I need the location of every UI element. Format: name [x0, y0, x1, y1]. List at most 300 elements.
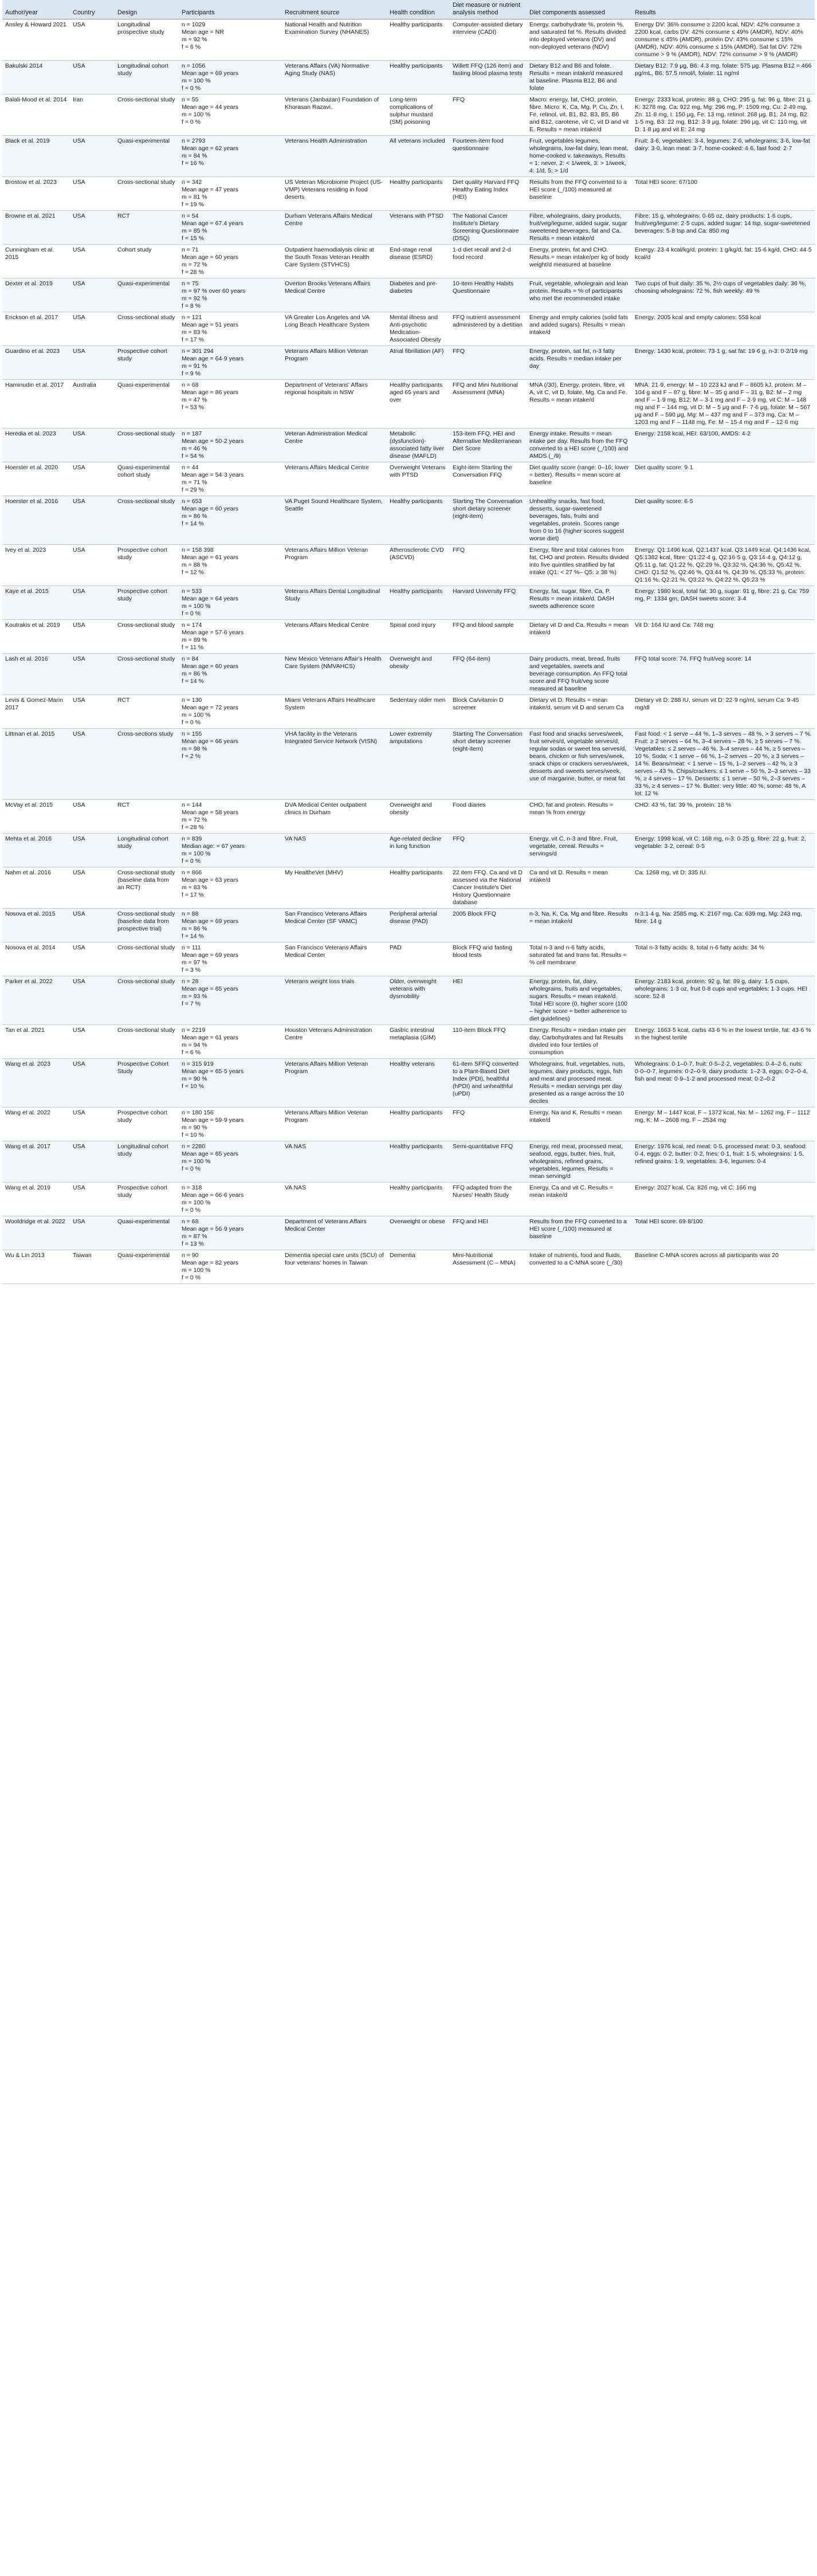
cell-results: Dietary B12: 7.9 μg, B6: 4.3 mg, folate: 575 μg. Plasma B12 = 466 pg/mL, B6: 57.5 nmol/l, folate: 11 ng/ml: [632, 61, 815, 95]
cell-country: USA: [70, 586, 115, 620]
cell-participants: n = 2280 Mean age = 65 years m = 100 % f = 0 %: [179, 1141, 282, 1183]
cell-health-condition: Healthy participants aged 65 years and over: [387, 380, 450, 429]
cell-country: USA: [70, 312, 115, 346]
cell-design: Cross-sectional study: [115, 177, 179, 211]
cell-participants: n = 318 Mean age = 66·6 years m = 100 % f = 0 %: [179, 1183, 282, 1216]
cell-participants: n = 28 Mean age = 65 years m = 93 % f = 7 %: [179, 976, 282, 1025]
cell-health-condition: Overweight or obese: [387, 1216, 450, 1250]
cell-health-condition: Lower extremity amputations: [387, 729, 450, 800]
table-row: [2, 545, 815, 586]
table-row: [2, 620, 815, 654]
cell-diet-components: Dietary vit D and Ca. Results = mean intake/d: [527, 620, 632, 654]
cell-recruitment-source: My HealtheVet (MHV): [282, 867, 387, 909]
table-row: [2, 909, 815, 943]
cell-country: USA: [70, 61, 115, 95]
cell-participants: n = 75 m = 97 % over 60 years m = 92 % f = 8 %: [179, 278, 282, 312]
cell-author-year: Dexter et al. 2019: [2, 278, 70, 312]
cell-country: USA: [70, 834, 115, 867]
cell-diet-components: Intake of nutrients, food and fluids, converted to a C-MNA score (_/30): [527, 1250, 632, 1284]
cell-design: Quasi-experimental cohort study: [115, 462, 179, 496]
cell-country: USA: [70, 1183, 115, 1216]
cell-participants: n = 144 Mean age = 58 years m = 72 % f = 28 %: [179, 800, 282, 834]
header-results: Results: [632, 0, 815, 19]
cell-recruitment-source: National Health and Nutrition Examination Survey (NHANES): [282, 19, 387, 61]
cell-diet-components: Fibre, wholegrains, dairy products, fruit/veg/legume, added sugar, sugar sweetened beverages, fat and Ca. Results = mean intake/d: [527, 211, 632, 245]
cell-participants: n = 180 156 Mean age = 59·9 years m = 90 % f = 10 %: [179, 1108, 282, 1141]
cell-country: USA: [70, 867, 115, 909]
cell-results: Total HEI score: 69·8/100: [632, 1216, 815, 1250]
cell-health-condition: Overweight Veterans with PTSD: [387, 462, 450, 496]
cell-health-condition: Veterans with PTSD: [387, 211, 450, 245]
cell-design: Cohort study: [115, 245, 179, 278]
cell-results: Energy: 1976 kcal, red meat: 0·5, processed meat: 0·3, seafood: 0·4, eggs: 0·2, butter: 0·2, fries: 0·1, fruit: 1·5, wholegrains: 1·5, refined grains: 1·9, vegetables: 3·6, legumes: 0·4: [632, 1141, 815, 1183]
cell-country: USA: [70, 429, 115, 462]
cell-diet-components: Energy intake. Results = mean intake per day. Results from the FFQ converted to a HEI score (_/100) and AMDS (_/9): [527, 429, 632, 462]
table-row: [2, 976, 815, 1025]
cell-participants: n = 155 Mean age = 66 years m = 98 % f = 2 %: [179, 729, 282, 800]
cell-recruitment-source: Veterans Affairs Million Veteran Program: [282, 346, 387, 380]
table-row: [2, 496, 815, 545]
cell-country: USA: [70, 545, 115, 586]
cell-country: USA: [70, 496, 115, 545]
cell-diet-measure: FFQ: [450, 545, 527, 586]
cell-author-year: Nahm et al. 2016: [2, 867, 70, 909]
table-row: [2, 834, 815, 867]
cell-health-condition: Dementia: [387, 1250, 450, 1284]
cell-diet-measure: Fourteen-item food questionnaire: [450, 136, 527, 177]
cell-results: Fast food: < 1 serve – 44 %, 1–3 serves – 48 %, > 3 serves – 7 %. Fruit: ≥ 2 serves – 64 %, 3–4 serves – 28 %, ≥ 5 serves – 7 %. Vegetables: ≤ 2 serves – 46 %, 3–4 serves – 44 %, ≥ 5 serves – 10 %. Soda: < 1 serve – 66 %, 1–2 serves – 20 %, ≥ 3 serves – 14 %. Beans/meat: < 1 serve – 15 %, 1–2 serves – 42 %, ≥ 3 serves – 43 %. Chips/crackers: ≤ 1 serve – 50 %, 2–3 serves – 33 %, ≥ 4 serves – 17 %. Desserts: ≤ 1 serve – 50 %, 2–3 serves – 33 %, ≥ 4 serves – 17 %. Butter: very little: 40 %, some: 48 %, A lot: 12 %: [632, 729, 815, 800]
cell-diet-measure: 1-d diet recall and 2-d food record: [450, 245, 527, 278]
cell-author-year: Nosova et al. 2014: [2, 943, 70, 976]
cell-participants: n = 88 Mean age = 69 years m = 86 % f = 14 %: [179, 909, 282, 943]
cell-health-condition: Atrial fibrillation (AF): [387, 346, 450, 380]
cell-health-condition: Diabetes and pre-diabetes: [387, 278, 450, 312]
cell-recruitment-source: Overton Brooks Veterans Affairs Medical Centre: [282, 278, 387, 312]
cell-results: Energy: 1980 kcal, total fat: 30 g, sugar: 91 g, fibre: 21 g, Ca: 759 mg, P: 1334 gm, DASH sweets score: 3·4: [632, 586, 815, 620]
cell-results: Fruit: 3·6, vegetables: 3·4, legumes: 2·6, wholegrains: 3·6, low-fat dairy: 3·0, lean meat: 3·7, home-cooked: 4·6, fast food: 2·7: [632, 136, 815, 177]
table-row: [2, 462, 815, 496]
cell-diet-components: Energy, protein, fat, dairy, wholegrains, fruits and vegetables, sugars. Results = mean intake/d. Total HEI score (0, higher score (100 – higher score = better adherence to diet guidelines): [527, 976, 632, 1025]
table-row: [2, 19, 815, 61]
cell-diet-components: Energy, red meat, processed meat, seafood, eggs, butter, fries, fruit, wholegrains, refined grains, vegetables, legumes. Results = mean serving/d: [527, 1141, 632, 1183]
cell-author-year: Wooldridge et al. 2022: [2, 1216, 70, 1250]
cell-diet-components: Energy, fat, sugar, fibre, Ca, P. Results = mean intake/d. DASH sweets adherence score: [527, 586, 632, 620]
table-row: [2, 695, 815, 729]
cell-health-condition: Long-term complications of sulphur mustard (SM) poisoning: [387, 95, 450, 136]
cell-country: Australia: [70, 380, 115, 429]
cell-recruitment-source: Houston Veterans Administration Centre: [282, 1025, 387, 1059]
cell-diet-measure: Harvard University FFQ: [450, 586, 527, 620]
cell-diet-measure: FFQ adapted from the Nurses' Health Study: [450, 1183, 527, 1216]
cell-recruitment-source: Veterans Affairs Million Veteran Program: [282, 1059, 387, 1108]
cell-diet-components: Ca and vit D. Results = mean intake/d: [527, 867, 632, 909]
cell-recruitment-source: Veterans Affairs (VA) Normative Aging Study (NAS): [282, 61, 387, 95]
table-row: [2, 1250, 815, 1284]
cell-design: Cross-sectional study: [115, 95, 179, 136]
cell-author-year: Wang et al. 2017: [2, 1141, 70, 1183]
cell-diet-measure: FFQ: [450, 1108, 527, 1141]
cell-results: Energy: 2333 kcal, protein: 88 g, CHO: 295 g, fat: 96 g, fibre: 21 g, K: 3278 mg, Ca: 922 mg, Mg: 296 mg, P: 1509 mg, Cu: 2·49 mg, Zn: 11·8 mg, I: 150 μg, Fe: 13 mg, retinol: 268 μg, B1: 24 mg, B2: 1·5 mg, B3: 22 mg, B12: 3·9 μg, folate: 296 μg, vit C: 110 mg, vit D: 1·8 μg and vit E: 24 mg: [632, 95, 815, 136]
cell-author-year: Parker et al. 2022: [2, 976, 70, 1025]
cell-health-condition: Sedentary older men: [387, 695, 450, 729]
evidence-table: [2, 0, 815, 1284]
cell-design: Cross-sectional study: [115, 429, 179, 462]
cell-author-year: Ivey et al. 2023: [2, 545, 70, 586]
cell-author-year: Cunningham et al. 2015: [2, 245, 70, 278]
table-row: [2, 312, 815, 346]
cell-results: Ca: 1268 mg, vit D: 335 IU.: [632, 867, 815, 909]
cell-health-condition: Older, overweight veterans with dysmobility: [387, 976, 450, 1025]
table-row: [2, 1141, 815, 1183]
cell-design: Cross-sectional study (baseline data from prospective trial): [115, 909, 179, 943]
cell-health-condition: Healthy participants: [387, 19, 450, 61]
cell-health-condition: Atherosclerotic CVD (ASCVD): [387, 545, 450, 586]
cell-country: USA: [70, 278, 115, 312]
cell-author-year: Wu & Lin 2013: [2, 1250, 70, 1284]
cell-diet-measure: Block Ca/vitamin D screener: [450, 695, 527, 729]
cell-health-condition: Healthy participants: [387, 61, 450, 95]
header-diet-measure: Diet measure or nutrient analysis method: [450, 0, 527, 19]
cell-diet-components: Results from the FFQ converted to a HEI score (_/100) measured at baseline: [527, 1216, 632, 1250]
table-row: [2, 380, 815, 429]
cell-design: Cross-sectional study: [115, 1025, 179, 1059]
cell-diet-components: Wholegrains, fruit, vegetables, nuts, legumes, dairy products, eggs, fish and meat and processed meat. Results = median servings per day presented as a range across the 10 deciles: [527, 1059, 632, 1108]
cell-design: Cross-sections study: [115, 729, 179, 800]
cell-recruitment-source: VHA facility in the Veterans Integrated Service Network (VISN): [282, 729, 387, 800]
cell-author-year: Lash et al. 2016: [2, 654, 70, 695]
cell-recruitment-source: San Francisco Veterans Affairs Medical Center (SF VAMC): [282, 909, 387, 943]
cell-diet-measure: 153-item FFQ, HEI and Alternative Mediterranean Diet Score: [450, 429, 527, 462]
cell-author-year: Erickson et al. 2017: [2, 312, 70, 346]
table-row: [2, 1183, 815, 1216]
cell-health-condition: Healthy participants: [387, 177, 450, 211]
cell-design: Quasi-experimental: [115, 278, 179, 312]
cell-recruitment-source: Veterans Affairs Million Veteran Program: [282, 545, 387, 586]
cell-country: Iran: [70, 95, 115, 136]
cell-health-condition: Healthy participants: [387, 1108, 450, 1141]
cell-results: n-3:1·4 g, Na: 2585 mg, K: 2167 mg, Ca: 639 mg, Mg: 243 mg, fibre: 14 g: [632, 909, 815, 943]
cell-diet-components: n-3, Na, K, Ca, Mg and fibre. Results = mean intake/d: [527, 909, 632, 943]
cell-health-condition: Healthy participants: [387, 1183, 450, 1216]
cell-diet-components: Fast food and snacks serves/week, fruit serves/d, vegetable serves/d, regular sodas or sweet tea serves/d, beans, chicken or fish serves/week, snack chips or crackers serves/week, desserts and sweets serves/week, use of margarine, butter, or meat fat: [527, 729, 632, 800]
cell-design: Prospective cohort study: [115, 1108, 179, 1141]
cell-diet-measure: 110-item Block FFQ: [450, 1025, 527, 1059]
cell-design: Prospective cohort study: [115, 545, 179, 586]
cell-results: Two cups of fruit daily: 35 %, 2½ cups of vegetables daily: 36 %, choosing wholegrains: 72 %, fish weekly: 49 %: [632, 278, 815, 312]
cell-country: USA: [70, 211, 115, 245]
cell-recruitment-source: Veterans Health Administration: [282, 136, 387, 177]
cell-results: Energy: 23·4 kcal/kg/d, protein: 1 g/kg/d, fat: 15·6 kg/d, CHO: 44·5 kcal/d: [632, 245, 815, 278]
table-row: [2, 729, 815, 800]
cell-participants: n = 121 Mean age = 51 years m = 83 % f = 17 %: [179, 312, 282, 346]
cell-recruitment-source: San Francisco Veterans Affairs Medical Center: [282, 943, 387, 976]
cell-recruitment-source: New Mexico Veterans Affair's Health Care System (NMVAHCS): [282, 654, 387, 695]
cell-author-year: Hoerster et al. 2016: [2, 496, 70, 545]
cell-country: USA: [70, 1108, 115, 1141]
cell-diet-measure: FFQ nutrient assessment administered by a dietitian: [450, 312, 527, 346]
cell-country: USA: [70, 909, 115, 943]
cell-health-condition: End-stage renal disease (ESRD): [387, 245, 450, 278]
cell-country: USA: [70, 654, 115, 695]
table-row: [2, 1059, 815, 1108]
cell-author-year: Nosova et al. 2015: [2, 909, 70, 943]
cell-health-condition: Healthy participants: [387, 496, 450, 545]
cell-design: Longitudinal cohort study: [115, 1141, 179, 1183]
cell-author-year: Mehta et al. 2016: [2, 834, 70, 867]
cell-diet-components: Dietary B12 and B6 and folate. Results = mean intake/d measured at baseline. Plasma B12, B6 and folate: [527, 61, 632, 95]
cell-diet-measure: FFQ and HEI: [450, 1216, 527, 1250]
cell-results: Energy: 1663·5 kcal, carbs 43·6 % in the lowest tertile, fat: 43·6 % in the highest tertile: [632, 1025, 815, 1059]
cell-diet-components: Total n-3 and n-6 fatty acids, saturated fat and trans fat. Results = % cell membrane: [527, 943, 632, 976]
table-row: [2, 211, 815, 245]
cell-participants: n = 342 Mean age = 47 years m = 81 % f = 19 %: [179, 177, 282, 211]
cell-health-condition: Mental illness and Anti-psychotic Medication-Associated Obesity: [387, 312, 450, 346]
cell-author-year: Wang et al. 2022: [2, 1108, 70, 1141]
table-header: [2, 0, 815, 19]
cell-results: Diet quality score: 6·5: [632, 496, 815, 545]
cell-results: Energy: Q1:1496 kcal, Q2:1437 kcal, Q3:1449 kcal, Q4:1436 kcal, Q5:1382 kcal, fibre: Q1:22·4 g, Q2:16·5 g, Q3:14·4 g, Q4:12 g, Q5:11 g, fat: Q1:22 %, Q2:29 %, Q3:32 %, Q4:36 %, Q5:42 %, CHO: Q1:52 %, Q2:46 %, Q3:44 %, Q4:39 %, Q5:33 %, protein: Q1:16 %, Q2:21 %, Q3:22 %, Q4:22 %, Q5:23 %: [632, 545, 815, 586]
header-health-condition: Health condition: [387, 0, 450, 19]
cell-diet-measure: 61-item SFFQ converted to a Plant-Based Diet Index (PDI), healthful (hPDI) and unhealthful (uPDI): [450, 1059, 527, 1108]
cell-diet-measure: Semi-quantitative FFQ: [450, 1141, 527, 1183]
cell-participants: n = 187 Mean age = 50·2 years m = 46 % f = 54 %: [179, 429, 282, 462]
cell-recruitment-source: VA Puget Sound Healthcare System, Seattle: [282, 496, 387, 545]
cell-health-condition: All veterans included: [387, 136, 450, 177]
cell-design: Cross-sectional study: [115, 943, 179, 976]
cell-design: Quasi-experimental: [115, 380, 179, 429]
cell-results: Energy: 2158 kcal, HEI: 63/100, AMDS: 4·2: [632, 429, 815, 462]
table-row: [2, 61, 815, 95]
cell-country: USA: [70, 1141, 115, 1183]
cell-diet-components: Energy, protein, sat fat, n-3 fatty acids. Results = median intake per day: [527, 346, 632, 380]
cell-country: USA: [70, 695, 115, 729]
cell-health-condition: PAD: [387, 943, 450, 976]
table-row: [2, 800, 815, 834]
cell-author-year: Black et al. 2019: [2, 136, 70, 177]
cell-design: Prospective cohort study: [115, 1183, 179, 1216]
cell-country: USA: [70, 136, 115, 177]
cell-results: Dietary vit D: 288 IU, serum vit D: 22·9 ng/ml, serum Ca: 9·45 mg/dl: [632, 695, 815, 729]
cell-participants: n = 54 Mean age = 67.4 years m = 85 % f = 15 %: [179, 211, 282, 245]
table-row: [2, 586, 815, 620]
cell-design: RCT: [115, 695, 179, 729]
cell-participants: n = 68 Mean age = 86 years m = 47 % f = 53 %: [179, 380, 282, 429]
cell-recruitment-source: Veterans Affairs Medical Centre: [282, 620, 387, 654]
table-row: [2, 95, 815, 136]
cell-country: USA: [70, 620, 115, 654]
cell-recruitment-source: VA NAS: [282, 1183, 387, 1216]
cell-design: Cross-sectional study (baseline data from an RCT): [115, 867, 179, 909]
cell-author-year: Hoerster et al. 2020: [2, 462, 70, 496]
cell-author-year: Tan et al. 2021: [2, 1025, 70, 1059]
cell-results: Vit D: 164 IU and Ca: 748 mg: [632, 620, 815, 654]
cell-diet-components: MNA (/30), Energy, protein, fibre, vit A, vit C, vit D, folate, Mg, Ca and Fe. Results = mean intake/d: [527, 380, 632, 429]
cell-recruitment-source: VA NAS: [282, 834, 387, 867]
cell-participants: n = 55 Mean age = 44 years m = 100 % f = 0 %: [179, 95, 282, 136]
cell-design: Longitudinal cohort study: [115, 834, 179, 867]
cell-participants: n = 174 Mean age = 57·6 years m = 89 % f = 11 %: [179, 620, 282, 654]
cell-design: Prospective Cohort Study: [115, 1059, 179, 1108]
cell-diet-measure: Food diaries: [450, 800, 527, 834]
cell-design: Quasi-experimental: [115, 1216, 179, 1250]
table-body: [2, 19, 815, 1284]
cell-design: Prospective cohort study: [115, 346, 179, 380]
cell-author-year: Koutrakis et al. 2019: [2, 620, 70, 654]
cell-author-year: Haminudin et al. 2017: [2, 380, 70, 429]
cell-participants: n = 2219 Mean age = 61 years m = 94 % f = 6 %: [179, 1025, 282, 1059]
cell-results: Energy: 1430 kcal, protein: 73·1 g, sat fat: 19·6 g, n-3: 0·2/19 mg: [632, 346, 815, 380]
cell-author-year: McVay et al. 2015: [2, 800, 70, 834]
cell-participants: n = 44 Mean age = 54·3 years m = 71 % f = 29 %: [179, 462, 282, 496]
cell-diet-measure: Eight-item Starting the Conversation FFQ: [450, 462, 527, 496]
cell-health-condition: Metabolic (dysfunction)-associated fatty liver disease (MAFLD): [387, 429, 450, 462]
cell-health-condition: Peripheral arterial disease (PAD): [387, 909, 450, 943]
cell-results: MNA: 21·9, energy: M – 10 223 kJ and F – 8605 kJ, protein: M – 104 g and F – 87 g, fibre: M – 35 g and F – 31 g, B2: M – 2 mg and F – 1·9 mg, B12: M – 3·1 mg and F – 2·9 mg, vit C: M – 148 mg and F – 144 mg, vit D: M – 5 μg and F· 7·6 μg, folate: M – 567 μg and F – 590 μg, Mg: M – 437 mg and F – 373 mg, Ca: M – 1203 mg and F – 1148 mg, Fe: M – 15·4 mg and F – 12·6 mg: [632, 380, 815, 429]
table-row: [2, 136, 815, 177]
cell-recruitment-source: Veterans Affairs Dental Longitudinal Study: [282, 586, 387, 620]
cell-diet-components: Dietary vit D. Results = mean intake/d, serum vit D and serum Ca: [527, 695, 632, 729]
cell-participants: n = 130 Mean age = 72 years m = 100 % f = 0 %: [179, 695, 282, 729]
cell-country: USA: [70, 800, 115, 834]
cell-country: USA: [70, 19, 115, 61]
cell-diet-measure: Starting The Conversation short dietary screener (eight-item): [450, 496, 527, 545]
cell-participants: n = 68 Mean age = 56·9 years m = 87 % f = 13 %: [179, 1216, 282, 1250]
cell-diet-components: Fruit, vegetables legumes, wholegrains, low-fat dairy, lean meat, home-cooked v. takeaways. Results = 1: never, 2: < 1/week, 3: > 1/week, 4: 1/d, 5: > 1/d: [527, 136, 632, 177]
cell-diet-components: Fruit, vegetable, wholegrain and lean protein. Results = % of participants who met the recommended intake: [527, 278, 632, 312]
cell-country: USA: [70, 943, 115, 976]
cell-results: Baseline C-MNA scores across all participants was 20: [632, 1250, 815, 1284]
cell-diet-components: Energy, carbohydrate %, protein %, and saturated fat %. Results divided into deployed veterans (DV) and non-deployed veterans (NDV): [527, 19, 632, 61]
cell-author-year: Levis & Gomez-Marin 2017: [2, 695, 70, 729]
cell-diet-components: Energy, fibre and total calories from fat, CHO and protein. Results divided into five quintiles stratified by fat intake (Q1: < 27 %– Q5: ≥ 38 %): [527, 545, 632, 586]
cell-results: Total HEI score: 67/100: [632, 177, 815, 211]
header-participants: Participants: [179, 0, 282, 19]
header-diet-components: Diet components assessed: [527, 0, 632, 19]
table-row: [2, 1216, 815, 1250]
cell-participants: n = 84 Mean age = 60 years m = 86 % f = 14 %: [179, 654, 282, 695]
cell-recruitment-source: Durham Veterans Affairs Medical Centre: [282, 211, 387, 245]
cell-results: FFQ total score: 74, FFQ fruit/veg score: 14: [632, 654, 815, 695]
cell-health-condition: Overweight and obesity: [387, 654, 450, 695]
cell-diet-measure: FFQ: [450, 834, 527, 867]
cell-diet-measure: 10-item Healthy Habits Questionnaire: [450, 278, 527, 312]
cell-health-condition: Healthy participants: [387, 867, 450, 909]
cell-diet-components: Energy, protein, fat and CHO. Results = mean intake/per kg of body weight/d measured at baseline: [527, 245, 632, 278]
cell-diet-measure: Diet quality Harvard FFQ Healthy Eating Index (HEI): [450, 177, 527, 211]
cell-diet-measure: FFQ: [450, 95, 527, 136]
cell-diet-measure: FFQ and blood sample: [450, 620, 527, 654]
cell-author-year: Brostow et al. 2023: [2, 177, 70, 211]
table-row: [2, 429, 815, 462]
header-row: [2, 0, 815, 19]
cell-country: USA: [70, 346, 115, 380]
cell-health-condition: Age-related decline in lung function: [387, 834, 450, 867]
table-row: [2, 1025, 815, 1059]
table-row: [2, 346, 815, 380]
cell-design: Quasi-experimental: [115, 136, 179, 177]
cell-participants: n = 301 294 Mean age = 64·9 years m = 91 % f = 9 %: [179, 346, 282, 380]
table-row: [2, 867, 815, 909]
cell-participants: n = 71 Mean age = 60 years m = 72 % f = 28 %: [179, 245, 282, 278]
cell-recruitment-source: VA NAS: [282, 1141, 387, 1183]
cell-design: Prospective cohort study: [115, 586, 179, 620]
cell-recruitment-source: Department of Veterans' Affairs regional hospitals in NSW: [282, 380, 387, 429]
cell-recruitment-source: US Veteran Microbiome Project (US-VMP) Veterans residing in food deserts: [282, 177, 387, 211]
cell-author-year: Heredia et al. 2023: [2, 429, 70, 462]
cell-diet-measure: Mini-Nutritional Assessment (C – MNA): [450, 1250, 527, 1284]
cell-diet-components: Energy, Ca and vit C. Results = mean intake/d: [527, 1183, 632, 1216]
cell-participants: n = 866 Mean age = 63 years m = 83 % f = 17 %: [179, 867, 282, 909]
cell-participants: n = 2793 Mean age = 62 years m = 84 % f = 16 %: [179, 136, 282, 177]
cell-participants: n = 90 Mean age = 82 years m = 100 % f = 0 %: [179, 1250, 282, 1284]
table-row: [2, 1108, 815, 1141]
cell-diet-measure: FFQ (64-item): [450, 654, 527, 695]
cell-design: Longitudinal cohort study: [115, 61, 179, 95]
cell-results: Energy: M – 1447 kcal, F – 1372 kcal, Na: M – 1262 mg, F – 1112 mg, K: M – 2608 mg, F – 2534 mg: [632, 1108, 815, 1141]
cell-country: USA: [70, 976, 115, 1025]
cell-design: Cross-sectional study: [115, 620, 179, 654]
cell-country: USA: [70, 177, 115, 211]
table-row: [2, 278, 815, 312]
cell-recruitment-source: Veterans weight loss trials: [282, 976, 387, 1025]
cell-author-year: Browne et al. 2021: [2, 211, 70, 245]
cell-health-condition: Overweight and obesity: [387, 800, 450, 834]
cell-recruitment-source: Veterans Affairs Medical Centre: [282, 462, 387, 496]
cell-participants: n = 158 398 Mean age = 61 years m = 88 % f = 12 %: [179, 545, 282, 586]
cell-author-year: Littman et al. 2015: [2, 729, 70, 800]
cell-participants: n = 653 Mean age = 60 years m = 86 % f = 14 %: [179, 496, 282, 545]
cell-country: Taiwan: [70, 1250, 115, 1284]
cell-diet-measure: The National Cancer Institute's Dietary Screening Questionnaire (DSQ): [450, 211, 527, 245]
cell-recruitment-source: Veterans Affairs Million Veteran Program: [282, 1108, 387, 1141]
table-row: [2, 943, 815, 976]
cell-country: USA: [70, 1059, 115, 1108]
cell-participants: n = 1029 Mean age = NR m = 92 % f = 6 %: [179, 19, 282, 61]
cell-diet-measure: 22 item FFQ. Ca and vit D assessed via the National Cancer Institute's Diet History Questionnaire database: [450, 867, 527, 909]
cell-diet-components: Energy and empty calories (solid fats and added sugars). Results = mean intake/d: [527, 312, 632, 346]
table-row: [2, 177, 815, 211]
cell-design: RCT: [115, 211, 179, 245]
cell-diet-measure: Block FFQ and fasting blood tests: [450, 943, 527, 976]
cell-author-year: Balali-Mood et al. 2014: [2, 95, 70, 136]
cell-country: USA: [70, 1025, 115, 1059]
cell-recruitment-source: DVA Medical Center outpatient clinics in Durham: [282, 800, 387, 834]
cell-country: USA: [70, 245, 115, 278]
cell-diet-components: Energy. Results = median intake per day. Carbohydrates and fat Results divided into four tertiles of consumption: [527, 1025, 632, 1059]
cell-health-condition: Spinal cord injury: [387, 620, 450, 654]
cell-author-year: Wang et al. 2019: [2, 1183, 70, 1216]
cell-recruitment-source: Veteran Administration Medical Centre: [282, 429, 387, 462]
cell-results: Energy: 2183 kcal, protein: 92 g, fat: 89 g, dairy: 1·5 cups, wholegrains: 1·3 oz, fruit 0·8 cups and vegetables: 1·3 cups. HEI score: 52·8: [632, 976, 815, 1025]
cell-diet-components: Macro: energy, fat, CHO, protein, fibre. Micro: K, Ca, Mg, P, Cu, Zn, I, Fe, retinol, vit. B1, B2, B3, B5, B6 and B12, carotene, vit C, vit D and vit E. Results = mean intake/d: [527, 95, 632, 136]
cell-health-condition: Healthy veterans: [387, 1059, 450, 1108]
cell-diet-components: Energy, vit C, n-3 and fibre. Fruit, vegetable, cereal. Results = servings/d: [527, 834, 632, 867]
table-row: [2, 654, 815, 695]
header-recruitment-source: Recruitment source: [282, 0, 387, 19]
cell-diet-components: CHO, fat and protein. Results = mean % from energy: [527, 800, 632, 834]
cell-design: Longitudinal prospective study: [115, 19, 179, 61]
cell-results: Total n-3 fatty acids: 8, total n-6 fatty acids: 34 %: [632, 943, 815, 976]
cell-diet-components: Energy, Na and K. Results = mean intake/d: [527, 1108, 632, 1141]
cell-diet-measure: 2005 Block FFQ: [450, 909, 527, 943]
cell-recruitment-source: Veterans (Janbazan) Foundation of Khorasan Razavi.: [282, 95, 387, 136]
cell-author-year: Guardino et al. 2023: [2, 346, 70, 380]
cell-results: Diet quality score: 9·1: [632, 462, 815, 496]
header-author-year: Author/year: [2, 0, 70, 19]
cell-diet-components: Dairy products, meat, bread, fruits and vegetables, sweets and beverage consumption. An FFQ total score and FFQ fruit/veg score measured at baseline: [527, 654, 632, 695]
cell-design: Quasi-experimental: [115, 1250, 179, 1284]
cell-diet-components: Unhealthy snacks, fast food, desserts, sugar-sweetened beverages, fats, fruits and vegetables, protein. Scores range from 0 to 16 (higher scores suggest worse diet): [527, 496, 632, 545]
